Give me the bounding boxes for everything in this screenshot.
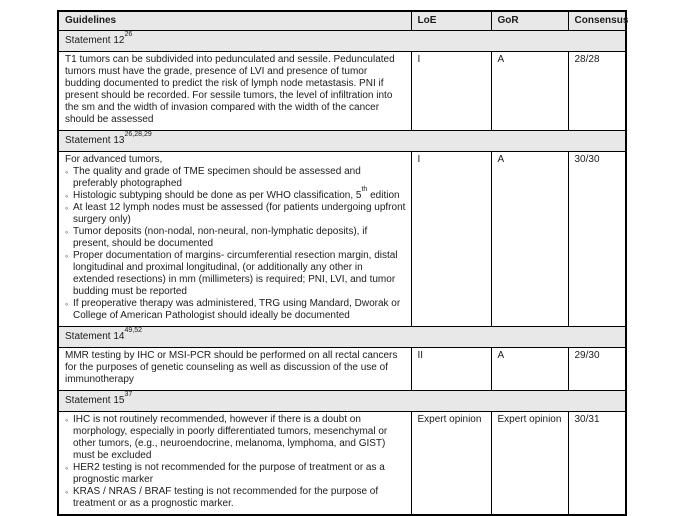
col-header-guidelines: Guidelines (58, 11, 411, 31)
loe-value: I (411, 52, 491, 131)
statement-label: Statement 13$^{26,28,29}$ (58, 131, 626, 152)
bullet-text: If preoperative therapy was administered, TRG using Mandard, Dworak or College of American Pathologist should ideally be documented (73, 298, 401, 321)
col-header-loe: LoE (411, 11, 491, 31)
guideline-intro: MMR testing by IHC or MSI-PCR should be performed on all rectal cancers for the purposes of genetic counseling as well as discussion of the use of immunotherapy (65, 350, 398, 385)
consensus-value: 30/30 (568, 152, 626, 327)
document-page (57, 10, 627, 516)
bullet-text: Tumor deposits (non-nodal, non-neural, non-lymphatic deposits), if present, should be documented (73, 226, 368, 249)
bullet-item (65, 486, 406, 510)
loe-value: II (411, 348, 491, 391)
statement-row (58, 327, 626, 348)
loe-value: Expert opinion (411, 412, 491, 516)
guideline-bullet-list (65, 166, 406, 322)
table-header-row (58, 11, 626, 31)
bullet-icon: ◦ (65, 191, 69, 201)
bullet-text: Histologic subtyping should be done as per WHO classification, 5th edition (73, 185, 400, 201)
bullet-item (65, 202, 406, 226)
bullet-text: HER2 testing is not recommended for the purpose of treatment or as a prognostic marker (73, 462, 385, 485)
guideline-bullet-list (65, 414, 406, 510)
gor-value: Expert opinion (491, 412, 568, 516)
bullet-text: At least 12 lymph nodes must be assessed (for patients undergoing upfront surgery only) (73, 202, 406, 225)
bullet-icon: ◦ (65, 167, 69, 177)
bullet-icon: ◦ (65, 227, 69, 237)
loe-value: I (411, 152, 491, 327)
col-header-consensus: Consensus (568, 11, 626, 31)
col-header-gor: GoR (491, 11, 568, 31)
statement-row (58, 391, 626, 412)
bullet-text: Proper documentation of margins- circumferential resection margin, distal longitudinal and proximal longitudinal, (or additionally any other in extended resections) in mm (millimeters) is required; PNI, LVI, and tumor budding must be reported (73, 250, 398, 297)
statement-row (58, 31, 626, 52)
bullet-text: KRAS / NRAS / BRAF testing is not recommended for the purpose of treatment or as a prognostic marker. (73, 486, 379, 509)
bullet-icon: ◦ (65, 487, 69, 497)
consensus-value: 30/31 (568, 412, 626, 516)
bullet-text: IHC is not routinely recommended, however if there is a doubt on morphology, especially in poorly differentiated tumors, mesenchymal or other tumors, (e.g., neuroendocrine, melanoma, lymphoma, and GIST) must be excluded (73, 414, 388, 461)
gor-value: A (491, 348, 568, 391)
guideline-text-cell (58, 52, 411, 131)
guideline-content-row (58, 152, 626, 327)
statement-label: Statement $12^{26}$ (58, 31, 626, 52)
bullet-item (65, 166, 406, 190)
guideline-content-row (58, 348, 626, 391)
guideline-intro: For advanced tumors, (65, 154, 163, 165)
guideline-text-cell (58, 152, 411, 327)
bullet-icon: ◦ (65, 415, 69, 425)
gor-value: A (491, 152, 568, 327)
bullet-item (65, 185, 406, 202)
bullet-icon: ◦ (65, 463, 69, 473)
gor-value: A (491, 52, 568, 131)
bullet-item (65, 250, 406, 298)
guideline-text-cell (58, 412, 411, 516)
statement-label: Statement 14$^{49,52}$ (58, 327, 626, 348)
guideline-content-row (58, 52, 626, 131)
bullet-item (65, 414, 406, 462)
guideline-content-row (58, 412, 626, 516)
bullet-item (65, 226, 406, 250)
statement-row (58, 131, 626, 152)
bullet-icon: ◦ (65, 251, 69, 261)
consensus-value: 28/28 (568, 52, 626, 131)
bullet-item (65, 462, 406, 486)
bullet-icon: ◦ (65, 299, 69, 309)
statement-label: Statement $15^{37}$ (58, 391, 626, 412)
guidelines-table (57, 10, 627, 516)
bullet-icon: ◦ (65, 203, 69, 213)
consensus-value: 29/30 (568, 348, 626, 391)
guideline-intro: T1 tumors can be subdivided into pedunculated and sessile. Pedunculated tumors must have the grade, presence of LVI and presence of tumor budding documented to predict the risk of lymph node metastasis. PNI if present should be recorded. For sessile tumors, the level of infiltration into the sm and the width of invasion compared with the width of the cancer should be assessed (65, 54, 395, 125)
guideline-text-cell (58, 348, 411, 391)
bullet-item (65, 298, 406, 322)
bullet-text: The quality and grade of TME specimen should be assessed and preferably photographed (73, 166, 361, 189)
